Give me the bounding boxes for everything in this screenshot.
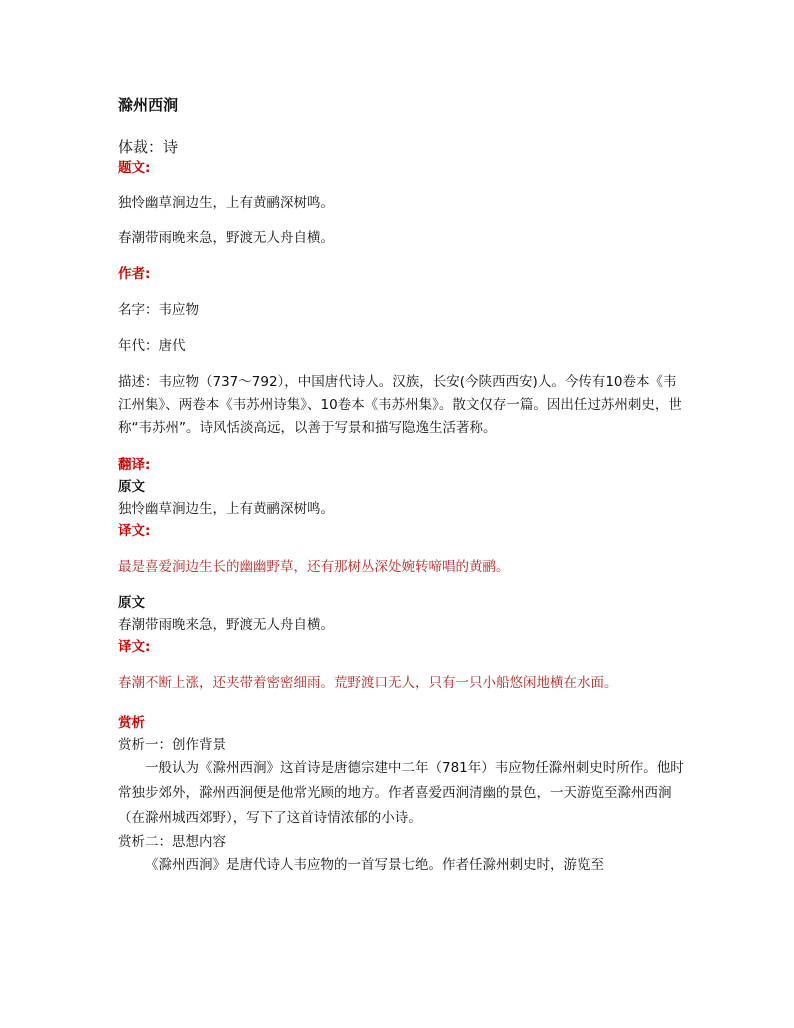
translated-label-1: 译文: bbox=[118, 523, 151, 539]
poem-heading: 题文: bbox=[118, 160, 151, 176]
original-text-2: 春潮带雨晚来急，野渡无人舟自横。 bbox=[118, 617, 334, 633]
original-text-1: 独怜幽草涧边生，上有黄鹂深树鸣。 bbox=[118, 501, 334, 517]
translated-text-1: 最是喜爱涧边生长的幽幽野草，还有那树丛深处婉转啼唱的黄鹂。 bbox=[118, 559, 510, 575]
poem-title: 滁州西涧 bbox=[118, 96, 179, 114]
document-page bbox=[118, 94, 688, 878]
original-label-2: 原文 bbox=[118, 595, 145, 611]
appreciation-section-2-body: 《滁州西涧》是唐代诗人韦应物的一首写景七绝。作者任滁州刺史时，游览至 bbox=[145, 857, 604, 873]
author-name: 名字：韦应物 bbox=[118, 302, 199, 318]
author-heading: 作者: bbox=[118, 266, 151, 282]
genre-line: 体裁：诗 bbox=[118, 138, 179, 156]
translated-text-2: 春潮不断上涨，还夹带着密密细雨。荒野渡口无人，只有一只小船悠闲地横在水面。 bbox=[118, 675, 618, 691]
author-era: 年代：唐代 bbox=[118, 338, 186, 354]
author-description: 描述：韦应物（737～792），中国唐代诗人。汉族，长安(今陕西西安)人。今传有10卷本《韦江州集》、两卷本《韦苏州诗集》、10卷本《韦苏州集》。散文仅存一篇。因出任过苏州刺史，世称“韦苏州”。诗风恬淡高远，以善于写景和描写隐逸生活著称。 bbox=[118, 374, 682, 436]
appreciation-heading: 赏析 bbox=[118, 715, 145, 731]
original-label-1: 原文 bbox=[118, 479, 145, 495]
appreciation-section-1-body: 一般认为《滁州西涧》这首诗是唐德宗建中二年（781年）韦应物任滁州刺史时所作。他时常独步郊外，滁州西涧便是他常光顾的地方。作者喜爱西涧清幽的景色，一天游览至滁州西涧（在滁州城西郊野），写下了这首诗情浓郁的小诗。 bbox=[118, 760, 684, 826]
appreciation-section-2-title: 赏析二：思想内容 bbox=[118, 834, 226, 850]
poem-line-1: 独怜幽草涧边生，上有黄鹂深树鸣。 bbox=[118, 195, 334, 211]
translated-label-2: 译文: bbox=[118, 639, 151, 655]
appreciation-section-1-title: 赏析一：创作背景 bbox=[118, 737, 226, 753]
poem-line-2: 春潮带雨晚来急，野渡无人舟自横。 bbox=[118, 230, 334, 246]
translation-heading: 翻译: bbox=[118, 457, 151, 473]
